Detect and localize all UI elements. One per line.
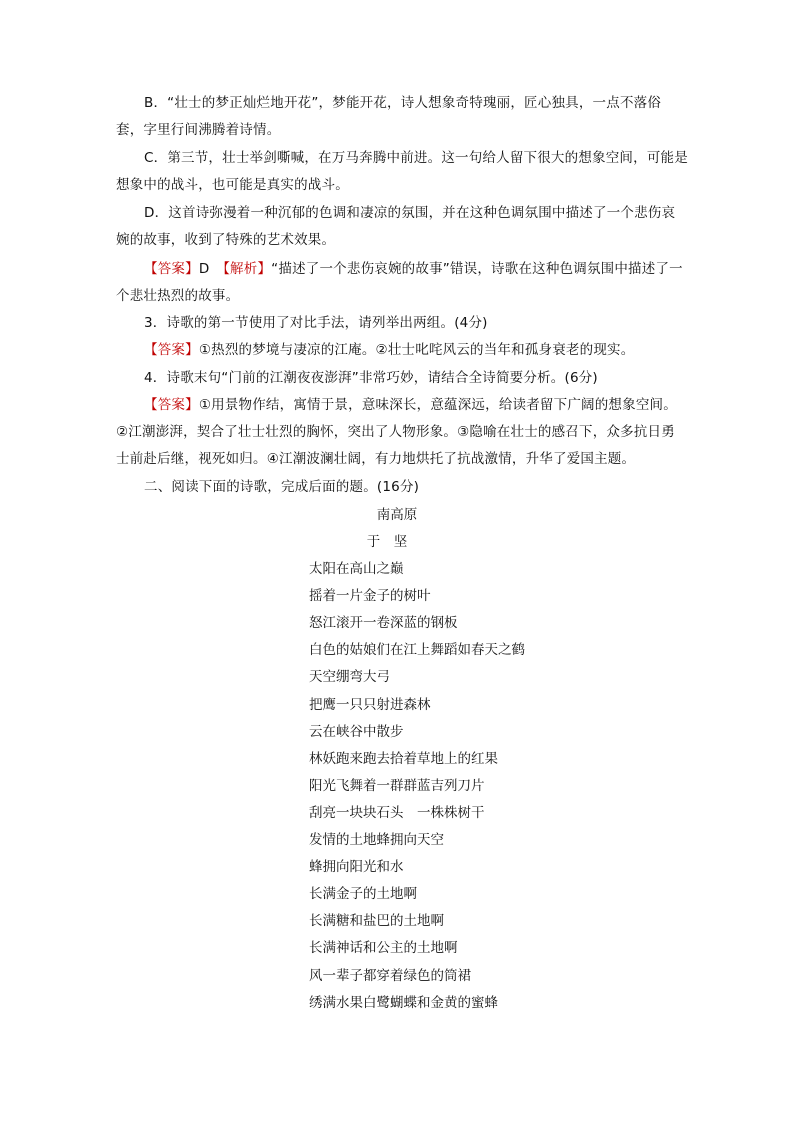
answer-3-paragraph [116,337,688,364]
poem-line: 云在峡谷中散步 [309,723,404,740]
poem-line: 太阳在高山之巅 [309,561,404,577]
poem-line: 风一辈子都穿着绿色的筒裙 [309,967,471,984]
answer-2-value: D [198,261,224,277]
answer-tag: 【答案】 [144,261,199,277]
answer-4-paragraph [116,392,688,473]
answer-2-paragraph [116,256,688,310]
poem-line: 天空绷弯大弓 [309,669,390,686]
poem-line: 把鹰一只只射进森林 [309,696,431,713]
poem-line: 绣满水果白鹭蝴蝶和金黄的蜜蜂 [309,994,498,1011]
poem-line: 长满糖和盐巴的土地啊 [309,913,444,930]
poem-line: 蜂拥向阳光和水 [309,859,404,876]
answer-4-text: ①用景物作结，寓情于景，意味深长，意蕴深远，给读者留下广阔的想象空间。②江潮澎湃，契合了壮士壮烈的胸怀，突出了人物形象。③隐喻在壮士的感召下，众多抗日勇士前赴后继，视死如归。④江潮波澜壮阔，有力地烘托了抗战激情，升华了爱国主题。 [116,397,677,467]
option-c-text: C．第三节，壮士举剑嘶喊，在万马奔腾中前进。这一句给人留下很大的想象空间，可能是想象中的战斗，也可能是真实的战斗。 [116,150,688,193]
answer-tag: 【答案】 [144,342,199,358]
poem-line: 怒江滚开一卷深蓝的钢板 [309,615,458,632]
poem-line: 长满神话和公主的土地啊 [309,940,458,957]
answer-3-text: ①热烈的梦境与凄凉的江庵。②壮士叱咤风云的当年和孤身衰老的现实。 [198,342,635,358]
analysis-text: “描述了一个悲伤哀婉的故事”错误，诗歌在这种色调氛围中描述了一个悲壮热烈的故事。 [116,261,683,304]
poem-line: 阳光飞舞着一群群蓝吉列刀片 [309,777,485,794]
poem-line: 长满金子的土地啊 [309,886,417,903]
poem-line: 白色的姑娘们在江上舞蹈如春天之鹤 [309,642,525,659]
poem-line: 林妖跑来跑去拾着草地上的红果 [309,750,498,767]
poem-line: 发情的土地蜂拥向天空 [309,832,444,848]
poem-author: 于 坚 [366,534,408,550]
section-2-heading: 二、阅读下面的诗歌，完成后面的题。(16分) [144,479,420,495]
poem-line: 刮亮一块块石头 一株株树干 [309,804,485,821]
analysis-tag: 【解析】 [223,261,272,277]
option-d-text: D．这首诗弥漫着一种沉郁的色调和凄凉的氛围，并在这种色调氛围中描述了一个悲伤哀婉的故事，收到了特殊的艺术效果。 [116,205,676,248]
question-3: 3．诗歌的第一节使用了对比手法，请列举出两组。(4分) [144,315,488,331]
poem-title: 南高原 [376,507,418,523]
poem-line: 摇着一片金子的树叶 [309,588,431,605]
option-b-text: B．“壮士的梦正灿烂地开花”，梦能开花，诗人想象奇特瑰丽，匠心独具，一点不落俗套，字里行间沸腾着诗情。 [116,95,662,138]
answer-tag: 【答案】 [144,397,199,413]
question-4: 4．诗歌末句“门前的江潮夜夜澎湃”非常巧妙，请结合全诗简要分析。(6分) [144,370,598,386]
